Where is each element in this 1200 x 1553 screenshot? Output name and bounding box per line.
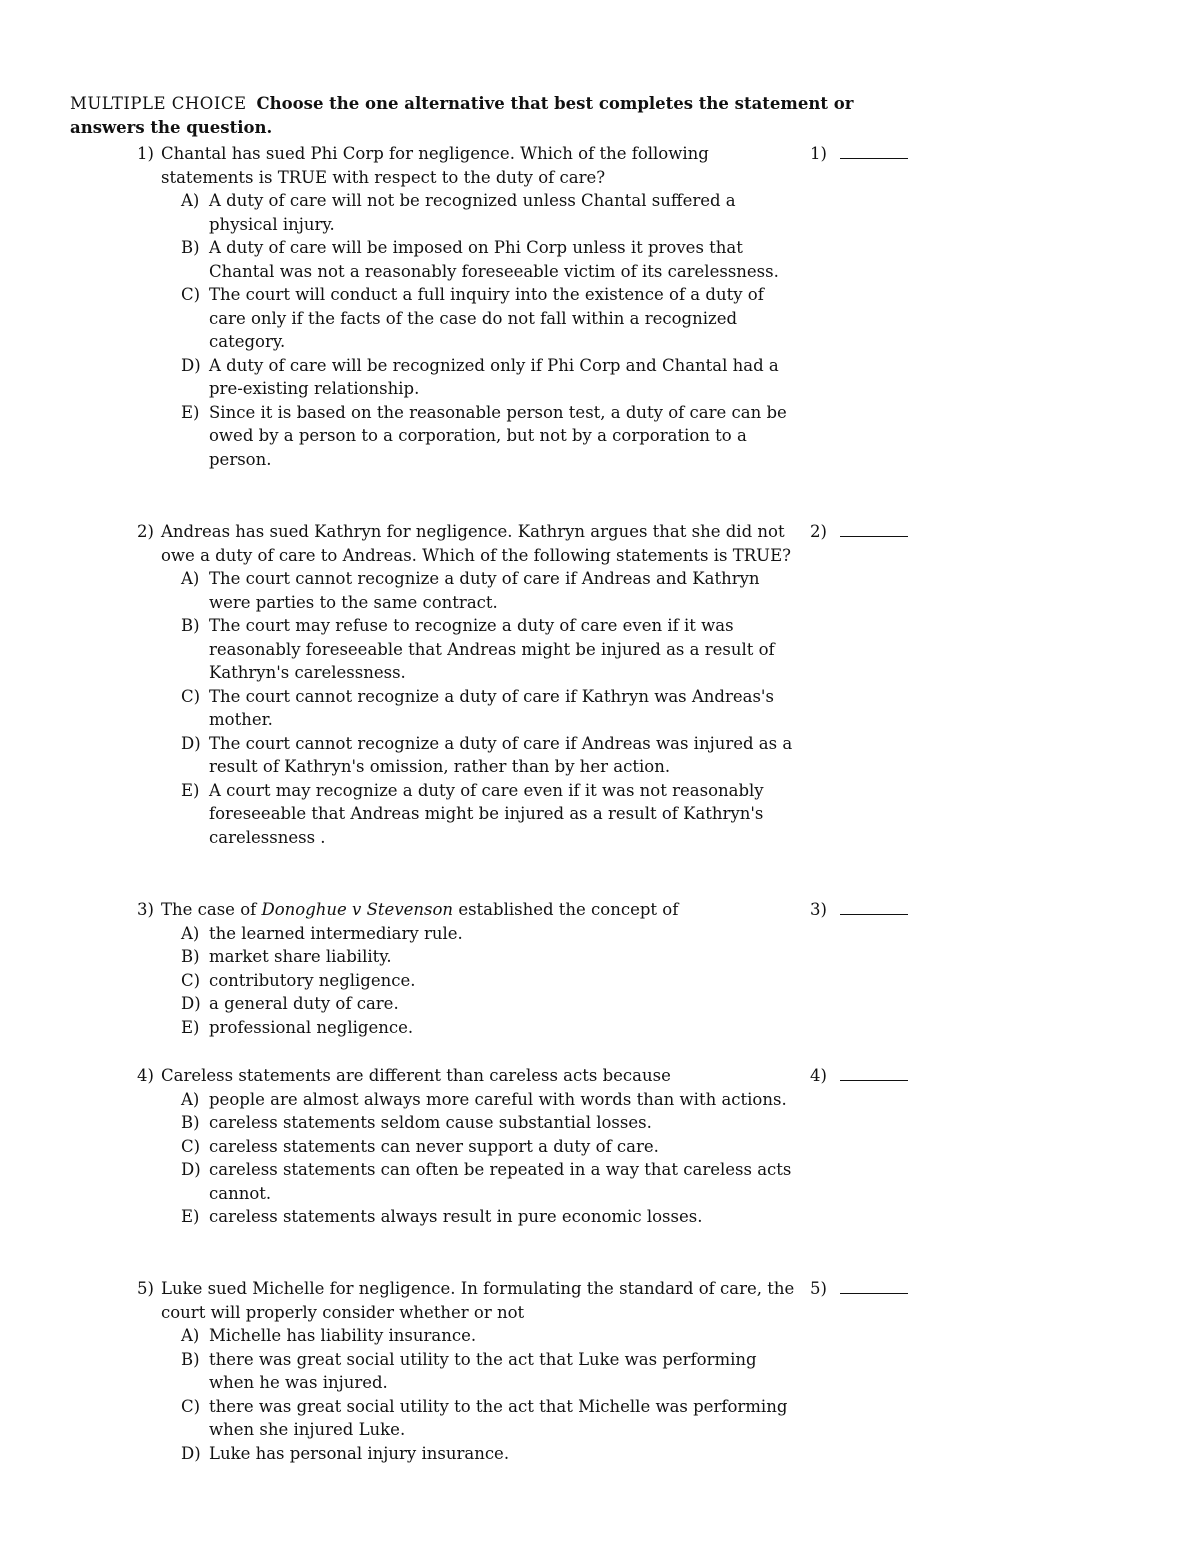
question-stem: [137, 1277, 797, 1324]
option-list: [181, 1324, 797, 1465]
question-stem: [137, 1064, 797, 1088]
option-text: there was great social utility to the act that Luke was performing when he was injured.: [209, 1349, 757, 1392]
option-text: The court cannot recognize a duty of care if Andreas was injured as a result of Kathryn's omission, rather than by her action.: [209, 733, 793, 776]
option-a: [181, 1088, 797, 1112]
answer-blank[interactable]: [840, 900, 908, 915]
stem-after: established the concept of: [458, 900, 679, 919]
option-b: [181, 236, 797, 283]
option-text: The court will conduct a full inquiry into the existence of a duty of care only if the facts of the case do not fall within a recognized category.: [209, 285, 764, 351]
option-d: [181, 1442, 797, 1466]
option-b: [181, 614, 797, 685]
option-c: [181, 685, 797, 732]
option-e: [181, 1016, 797, 1040]
question-text: Andreas has sued Kathryn for negligence. Kathryn argues that she did not owe a duty of care to Andreas. Which of the following statements is TRUE?: [161, 522, 791, 565]
option-text: A court may recognize a duty of care even if it was not reasonably foreseeable that Andreas might be injured as a result of Kathryn's carelessness .: [209, 780, 764, 847]
option-list: [181, 189, 797, 471]
option-letter: C): [181, 285, 201, 304]
option-b: [181, 1111, 797, 1135]
question-stem: [137, 898, 797, 922]
section-heading: MULTIPLE CHOICE: [70, 94, 247, 113]
option-letter: B): [181, 947, 200, 966]
option-text: careless statements seldom cause substantial losses.: [209, 1113, 652, 1132]
option-text: The court cannot recognize a duty of care if Andreas and Kathryn were parties to the same contract.: [209, 569, 760, 612]
question-5: [137, 1277, 797, 1465]
option-c: [181, 1135, 797, 1159]
option-text: Since it is based on the reasonable person test, a duty of care can be owed by a person to a corporation, but not by a corporation to a person.: [209, 402, 787, 469]
option-text: careless statements always result in pure economic losses.: [209, 1207, 703, 1226]
option-text: contributory negligence.: [209, 970, 416, 990]
option-letter: D): [181, 733, 201, 753]
question-text: [161, 898, 797, 922]
option-letter: A): [181, 191, 200, 210]
option-a: [181, 567, 797, 614]
option-e: [181, 1205, 797, 1229]
option-b: [181, 1348, 797, 1395]
option-text: Michelle has liability insurance.: [209, 1326, 477, 1345]
option-letter: B): [181, 1349, 200, 1369]
question-number: 2): [137, 522, 154, 541]
option-a: [181, 189, 797, 236]
answer-slot-5[interactable]: [810, 1277, 908, 1301]
option-letter: C): [181, 686, 201, 706]
option-c: [181, 969, 797, 993]
option-b: [181, 945, 797, 969]
option-text: careless statements can never support a duty of care.: [209, 1136, 659, 1156]
answer-number: 1): [810, 144, 827, 163]
answer-slot-1[interactable]: [810, 142, 908, 166]
option-text: A duty of care will be imposed on Phi Corp unless it proves that Chantal was not a reasonably foreseeable victim of its carelessness.: [209, 238, 779, 281]
option-text: The court cannot recognize a duty of care if Kathryn was Andreas's mother.: [209, 686, 774, 729]
instructions-text: Choose the one alternative that best completes the statement or answers the question.: [70, 94, 854, 137]
answer-slot-3[interactable]: [810, 898, 908, 922]
option-c: [181, 1395, 797, 1442]
answer-number: 4): [810, 1066, 827, 1085]
option-d: [181, 1158, 797, 1205]
option-text: A duty of care will not be recognized unless Chantal suffered a physical injury.: [209, 191, 736, 234]
question-text: Careless statements are different than careless acts because: [161, 1066, 671, 1085]
question-number: 5): [137, 1279, 154, 1298]
question-2: [137, 520, 797, 849]
option-d: [181, 992, 797, 1016]
question-1: [137, 142, 797, 471]
question-3: [137, 898, 797, 1039]
answer-blank[interactable]: [840, 1066, 908, 1081]
answer-number: 2): [810, 522, 827, 541]
question-stem: [137, 142, 797, 189]
option-text: there was great social utility to the act that Michelle was performing when she injured Luke.: [209, 1396, 788, 1439]
option-d: [181, 354, 797, 401]
option-letter: E): [181, 402, 200, 422]
option-letter: A): [181, 569, 200, 588]
option-text: the learned intermediary rule.: [209, 923, 463, 943]
stem-before: The case of: [161, 900, 257, 919]
option-text: Luke has personal injury insurance.: [209, 1443, 510, 1463]
answer-blank[interactable]: [840, 1279, 908, 1294]
answer-slot-4[interactable]: [810, 1064, 908, 1088]
answer-number: 3): [810, 900, 827, 919]
answer-blank[interactable]: [840, 522, 908, 537]
question-text: Luke sued Michelle for negligence. In formulating the standard of care, the court will properly consider whether or not: [161, 1279, 795, 1322]
option-text: careless statements can often be repeated in a way that careless acts cannot.: [209, 1160, 792, 1203]
option-letter: C): [181, 1396, 201, 1416]
option-list: [181, 567, 797, 849]
option-e: [181, 779, 797, 850]
question-stem: [137, 520, 797, 567]
option-a: [181, 922, 797, 946]
option-text: professional negligence.: [209, 1017, 414, 1037]
option-e: [181, 401, 797, 472]
option-letter: C): [181, 1136, 201, 1156]
question-4: [137, 1064, 797, 1229]
option-letter: D): [181, 1443, 201, 1463]
option-c: [181, 283, 797, 354]
instructions: [70, 92, 930, 140]
question-number: 3): [137, 900, 154, 919]
option-list: [181, 922, 797, 1040]
option-letter: C): [181, 970, 201, 990]
option-text: A duty of care will be recognized only if Phi Corp and Chantal had a pre-existing relationship.: [209, 355, 779, 398]
case-name: Donoghue v Stevenson: [261, 900, 454, 919]
question-number: 4): [137, 1066, 154, 1085]
option-a: [181, 1324, 797, 1348]
option-letter: E): [181, 780, 200, 800]
option-letter: B): [181, 616, 200, 635]
option-d: [181, 732, 797, 779]
option-letter: B): [181, 238, 200, 257]
answer-slot-2[interactable]: [810, 520, 908, 544]
option-letter: D): [181, 994, 201, 1013]
option-letter: D): [181, 355, 201, 375]
answer-number: 5): [810, 1279, 827, 1298]
option-text: The court may refuse to recognize a duty of care even if it was reasonably foreseeable that Andreas might be injured as a result of Kathryn's carelessness.: [209, 616, 775, 682]
option-text: a general duty of care.: [209, 994, 399, 1013]
option-text: market share liability.: [209, 947, 392, 966]
answer-blank[interactable]: [840, 144, 908, 159]
option-letter: E): [181, 1207, 200, 1226]
option-letter: A): [181, 1326, 200, 1345]
option-letter: A): [181, 1089, 200, 1109]
option-letter: A): [181, 923, 200, 943]
option-list: [181, 1088, 797, 1229]
option-text: people are almost always more careful with words than with actions.: [209, 1089, 787, 1109]
option-letter: E): [181, 1017, 200, 1037]
option-letter: D): [181, 1160, 201, 1179]
question-text: Chantal has sued Phi Corp for negligence. Which of the following statements is TRUE with respect to the duty of care?: [161, 144, 709, 187]
option-letter: B): [181, 1113, 200, 1132]
question-number: 1): [137, 144, 154, 163]
